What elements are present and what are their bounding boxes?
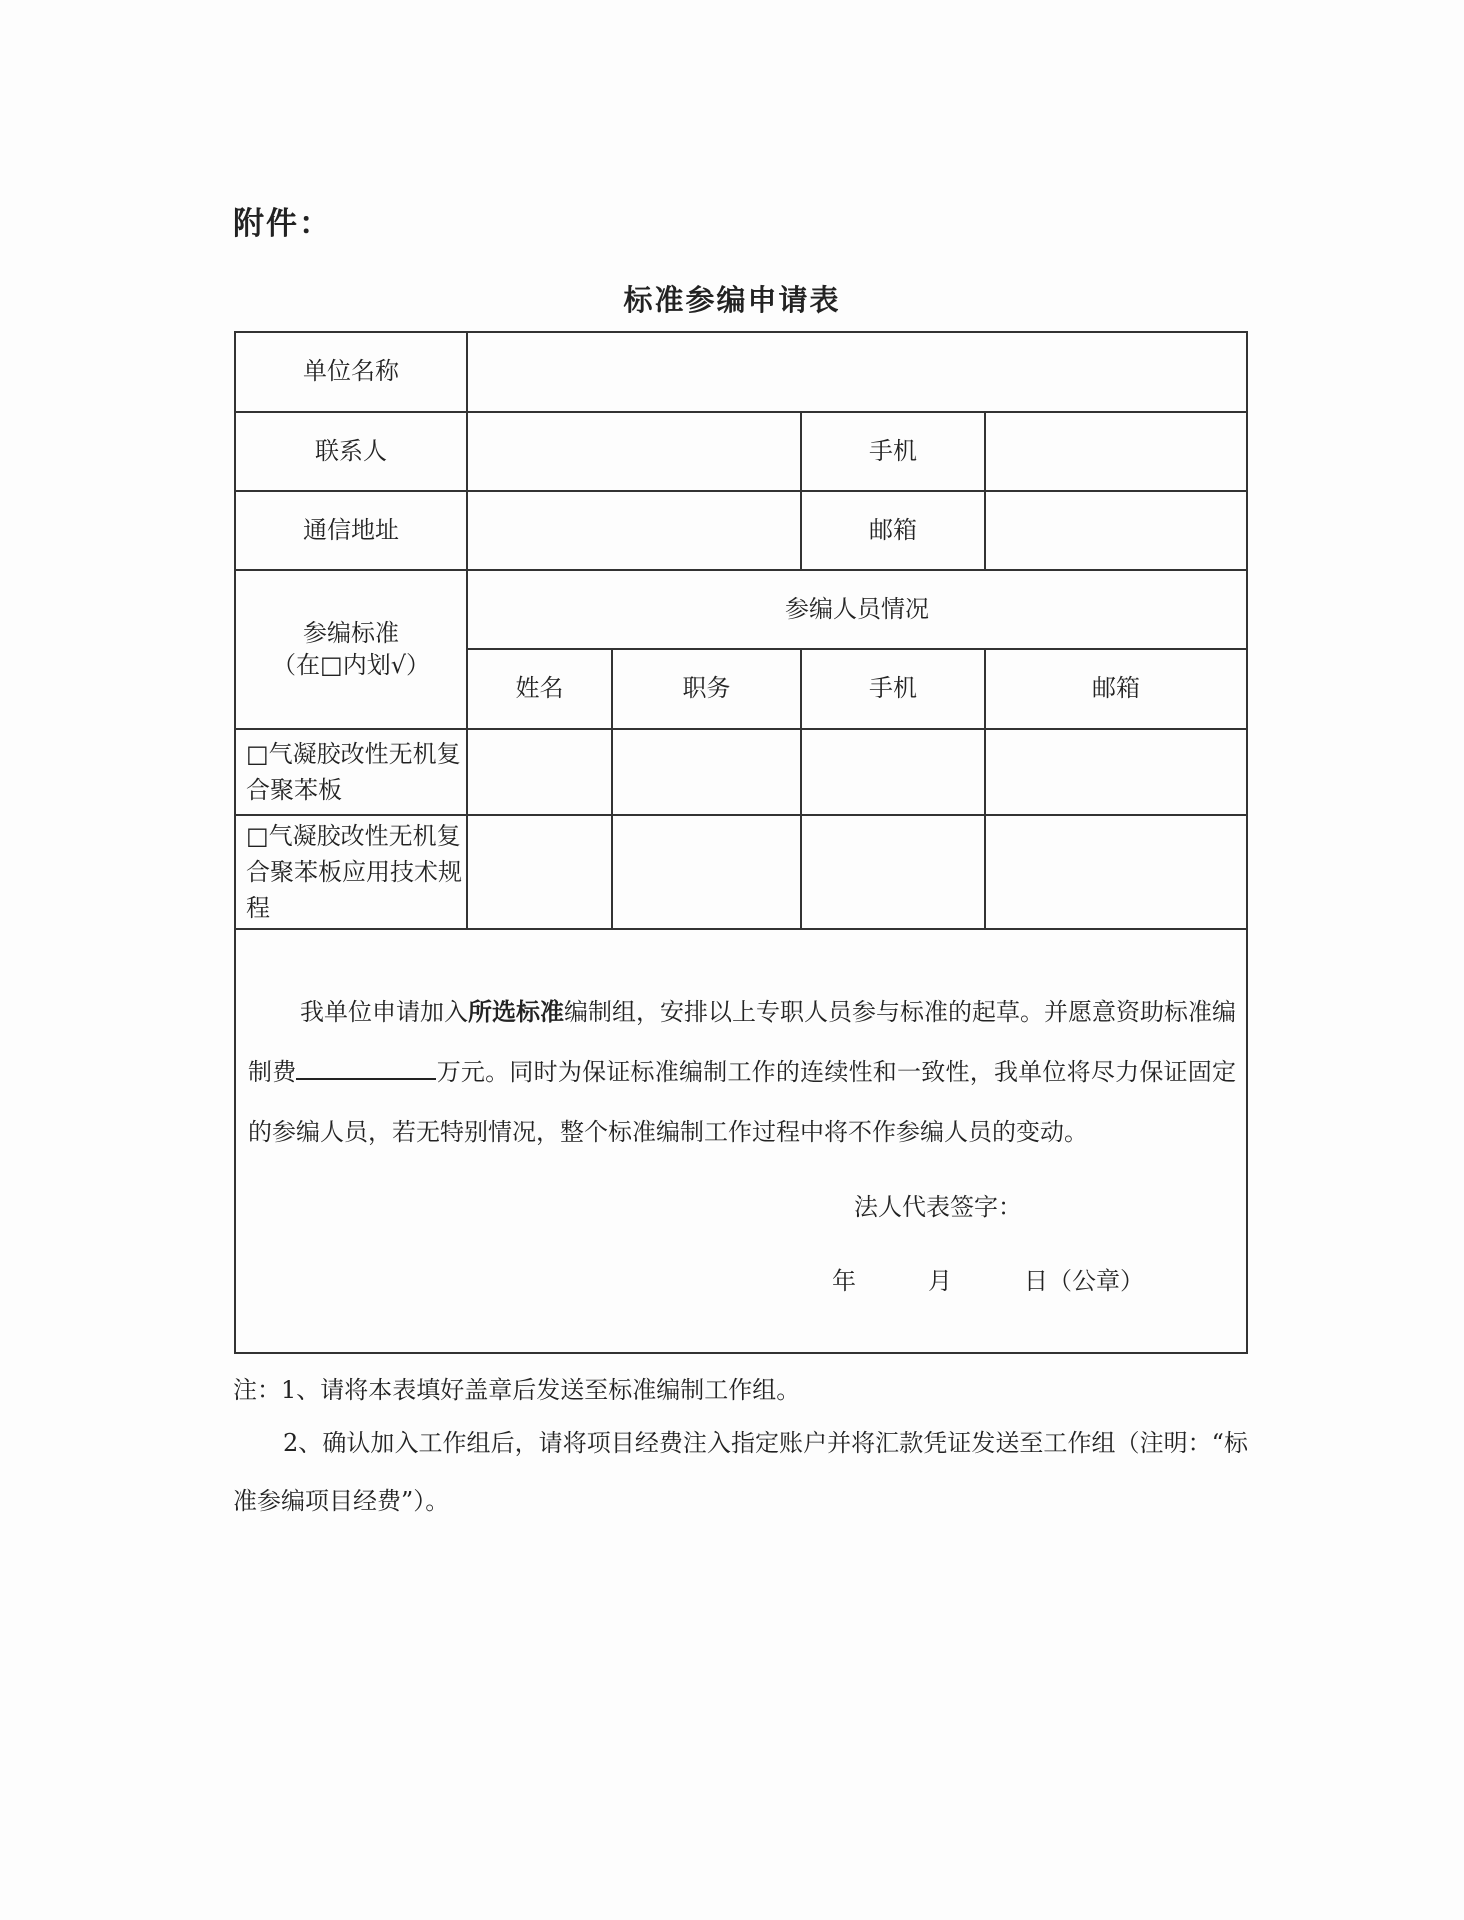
statement-part3: 万元。同时为保证标准编制工作的连续性和一致性，我单位将尽力保证固定的参编人员，若无特别情况，整个标准编制工作过程中将不作参编人员的变动。 [248, 1058, 1237, 1146]
address-label: 通信地址 [235, 491, 467, 570]
contact-label: 联系人 [235, 412, 467, 491]
email-label: 邮箱 [801, 491, 985, 570]
signature-label: 法人代表签字： [854, 1193, 1022, 1221]
date-seal-line: 年 月 日（公章） [832, 1267, 1144, 1295]
standard-row [235, 729, 1247, 815]
person-phone-field[interactable] [801, 729, 985, 815]
attachment-label: 附件： [233, 206, 332, 242]
standard-option-2[interactable]: □气凝胶改性无机复合聚苯板应用技术规程 [235, 815, 467, 929]
col-header-position: 职务 [612, 649, 801, 729]
unit-name-field[interactable] [467, 332, 1247, 412]
address-field[interactable] [467, 491, 801, 570]
col-header-email: 邮箱 [985, 649, 1247, 729]
contact-row [235, 412, 1247, 491]
selected-standard-emphasis: 所选标准 [468, 997, 564, 1026]
person-name-field[interactable] [467, 729, 612, 815]
statement-part1: 我单位申请加入 [300, 998, 468, 1026]
person-position-field[interactable] [612, 729, 801, 815]
col-header-phone: 手机 [801, 649, 985, 729]
col-header-name: 姓名 [467, 649, 612, 729]
personnel-header-row [235, 570, 1247, 649]
note-1: 注：1、请将本表填好盖章后发送至标准编制工作组。 [233, 1376, 801, 1404]
person-position-field[interactable] [612, 815, 801, 929]
person-email-field[interactable] [985, 815, 1247, 929]
application-form-table [234, 331, 1248, 1354]
fee-amount-field[interactable] [296, 1054, 436, 1080]
standard-hint: （在□内划√） [272, 650, 430, 679]
form-title: 标准参编申请表 [623, 283, 841, 317]
person-email-field[interactable] [985, 729, 1247, 815]
statement-text [248, 982, 1236, 1162]
phone-field[interactable] [985, 412, 1247, 491]
person-name-field[interactable] [467, 815, 612, 929]
note-2: 2、确认加入工作组后，请将项目经费注入指定账户并将汇款凭证发送至工作组（注明：“标准参编项目经费”）。 [233, 1429, 1248, 1515]
statement-part2: 编制组，安排以上专职人员参与标准的起草。并愿意资助标准编制费 [248, 998, 1236, 1086]
standard-label-cell [235, 570, 467, 729]
email-field[interactable] [985, 491, 1247, 570]
unit-name-label: 单位名称 [235, 332, 467, 412]
standard-label: 参编标准 [303, 619, 399, 648]
phone-label: 手机 [801, 412, 985, 491]
statement-cell [235, 929, 1247, 1353]
statement-row [235, 929, 1247, 1353]
person-phone-field[interactable] [801, 815, 985, 929]
personnel-header: 参编人员情况 [467, 570, 1247, 649]
standard-option-1[interactable]: □气凝胶改性无机复合聚苯板 [235, 729, 467, 815]
unit-name-row [235, 332, 1247, 412]
contact-field[interactable] [467, 412, 801, 491]
address-row [235, 491, 1247, 570]
standard-row [235, 815, 1247, 929]
